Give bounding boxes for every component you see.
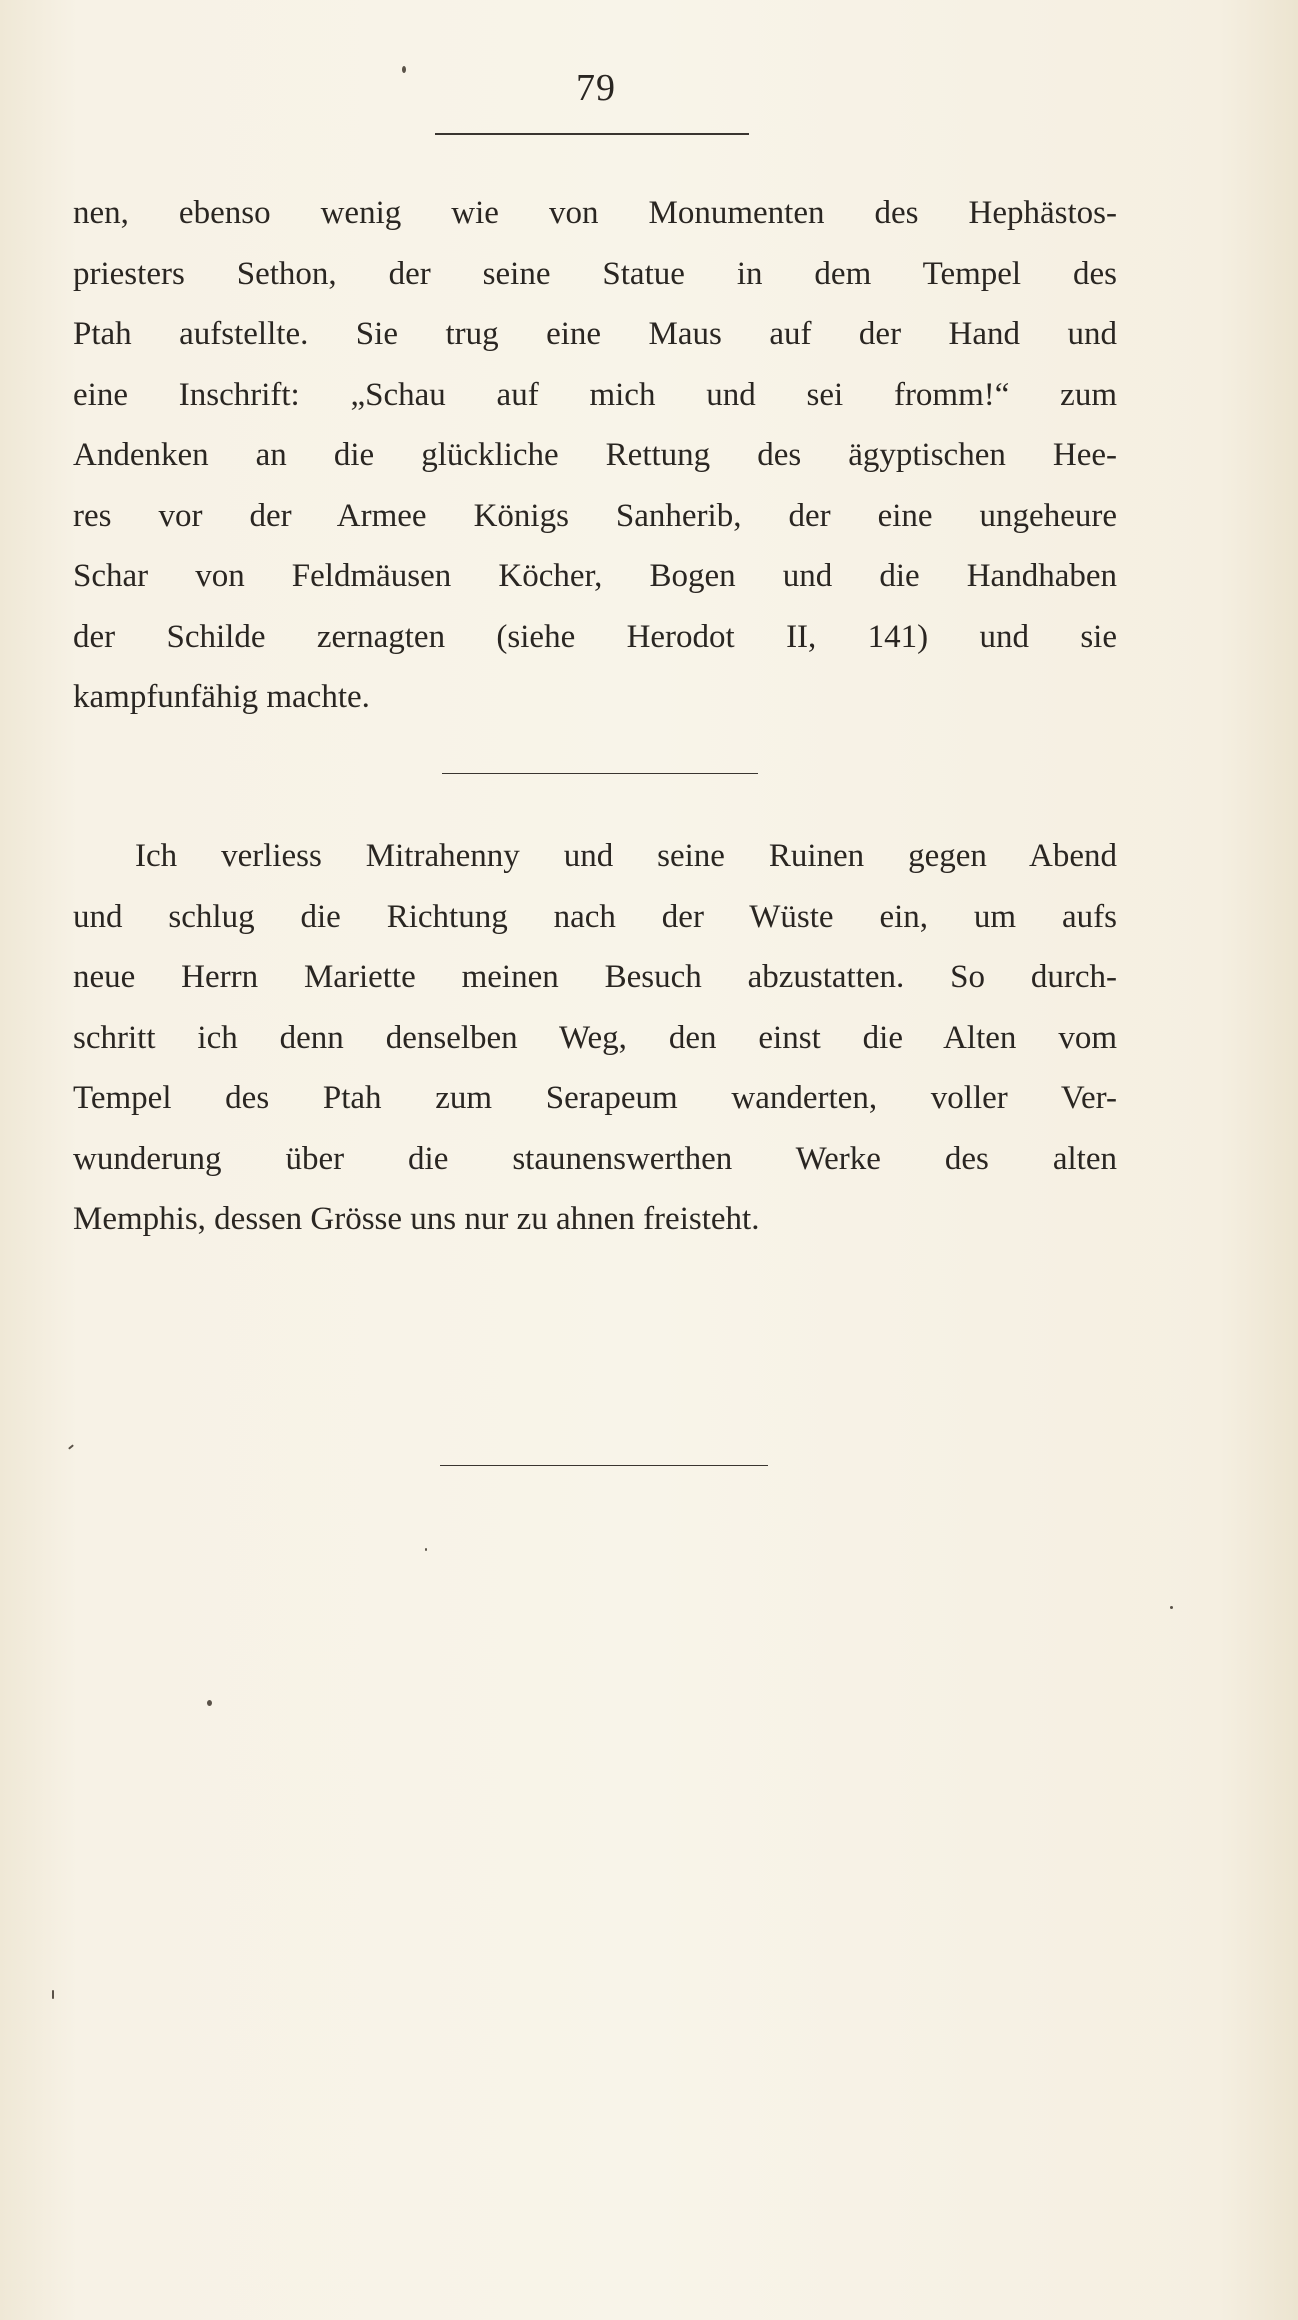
text-line: wunderung über die staunenswerthen Werke des alten	[73, 1140, 1117, 1177]
text-line: eine Inschrift: „Schau auf mich und sei fromm!“ zum	[73, 376, 1117, 413]
page-number: 79	[576, 67, 616, 109]
header-rule	[435, 133, 749, 135]
text-line: Memphis, dessen Grösse uns nur zu ahnen freisteht.	[73, 1201, 760, 1237]
paper-speck	[1170, 1606, 1173, 1609]
text-line: priesters Sethon, der seine Statue in dem Tempel des	[73, 255, 1117, 292]
text-line: nen, ebenso wenig wie von Monumenten des Hephästos-	[73, 195, 1117, 231]
text-line: res vor der Armee Königs Sanherib, der eine ungeheure	[73, 497, 1117, 534]
text-line: der Schilde zernagten (siehe Herodot II, 141) und sie	[73, 618, 1117, 655]
text-line: und schlug die Richtung nach der Wüste ein, um aufs	[73, 898, 1117, 935]
text-line: Tempel des Ptah zum Serapeum wanderten, voller Ver-	[73, 1080, 1117, 1116]
paragraph-2	[73, 826, 1117, 1250]
paragraph-1	[73, 183, 1117, 728]
end-rule	[440, 1465, 768, 1466]
paper-speck	[207, 1700, 212, 1706]
paper-speck	[425, 1548, 427, 1551]
paper-speck	[52, 1990, 54, 1999]
text-line: Ich verliess Mitrahenny und seine Ruinen gegen Abend	[135, 838, 1117, 874]
text-line: Schar von Feldmäusen Köcher, Bogen und die Handhaben	[73, 558, 1117, 594]
text-line: Ptah aufstellte. Sie trug eine Maus auf der Hand und	[73, 316, 1117, 352]
section-divider	[442, 773, 758, 774]
text-line: kampfunfähig machte.	[73, 679, 370, 715]
paper-speck	[402, 66, 406, 73]
paper-speck	[68, 1444, 74, 1449]
text-line: neue Herrn Mariette meinen Besuch abzustatten. So durch-	[73, 959, 1117, 995]
text-line: Andenken an die glückliche Rettung des ägyptischen Hee-	[73, 437, 1117, 473]
text-line: schritt ich denn denselben Weg, den einst die Alten vom	[73, 1019, 1117, 1056]
